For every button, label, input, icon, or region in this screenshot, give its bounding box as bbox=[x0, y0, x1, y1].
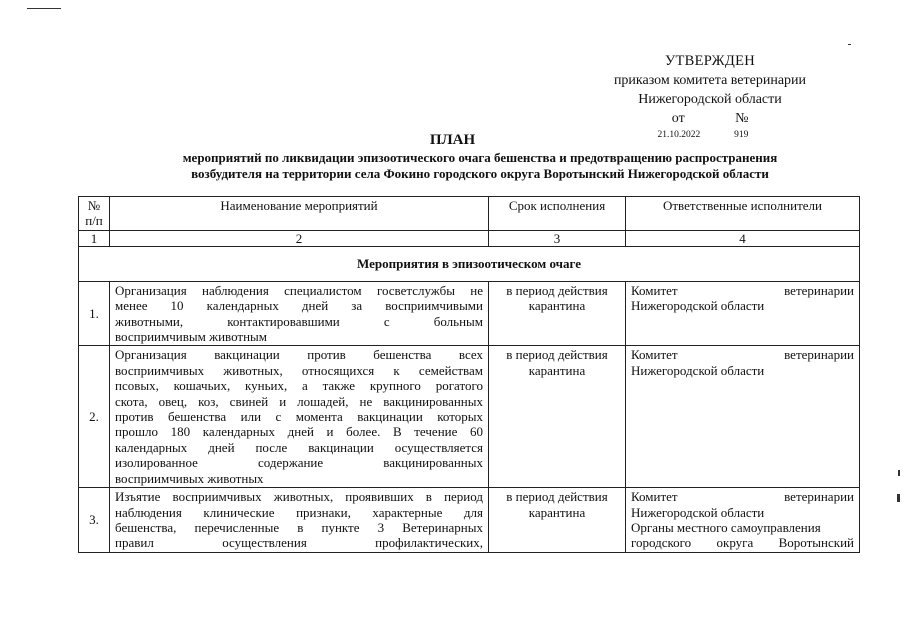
desc-line: Изъятие восприимчивых животных, проявивших в период bbox=[115, 489, 483, 505]
section-title: Мероприятия в эпизоотическом очаге bbox=[79, 246, 860, 281]
desc-line: менее 10 календарных дней за восприимчивыми bbox=[115, 298, 483, 314]
row-responsible bbox=[626, 346, 860, 488]
row-term: в период действия карантина bbox=[489, 346, 626, 488]
header-num: № п/п bbox=[79, 197, 110, 231]
row-number: 3. bbox=[79, 488, 110, 553]
row-term: в период действия карантина bbox=[489, 488, 626, 553]
measures-table bbox=[78, 196, 860, 553]
column-number: 2 bbox=[110, 230, 489, 246]
row-description bbox=[110, 281, 489, 346]
column-number: 1 bbox=[79, 230, 110, 246]
desc-line: восприимчивых животных, относящихся к семействам bbox=[115, 362, 483, 378]
approval-stamp bbox=[560, 52, 860, 142]
row-description bbox=[110, 488, 489, 553]
column-number: 4 bbox=[626, 230, 860, 246]
desc-line: животными, контактировавшими с больным bbox=[115, 313, 483, 329]
desc-line: против бешенства или с момента вакцинации которых bbox=[115, 409, 483, 425]
row-number: 1. bbox=[79, 281, 110, 346]
desc-line: восприимчивых животных bbox=[115, 470, 264, 486]
table-row bbox=[79, 346, 860, 488]
approval-date-labels bbox=[560, 109, 860, 128]
resp-line: Нижегородской области bbox=[631, 504, 765, 520]
order-number: 919 bbox=[734, 130, 749, 140]
section-row bbox=[79, 246, 860, 281]
scan-mark bbox=[27, 8, 61, 9]
from-label: от bbox=[671, 111, 685, 126]
desc-line: правил осуществления профилактических, bbox=[115, 535, 483, 551]
desc-line: наблюдения клинические признаки, характерные для bbox=[115, 504, 483, 520]
scan-mark bbox=[897, 494, 900, 502]
desc-line: Организация вакцинации против бешенства всех bbox=[115, 347, 483, 363]
scan-mark bbox=[848, 44, 851, 45]
row-responsible bbox=[626, 488, 860, 553]
resp-line: Органы местного самоуправления bbox=[631, 519, 821, 535]
desc-line: прошло 180 календарных дней и более. В течение 60 bbox=[115, 424, 483, 440]
desc-line: псовых, кошачьих, куньих, а также крупного рогатого bbox=[115, 378, 483, 394]
plan-subtitle bbox=[100, 150, 860, 182]
resp-line: городского округа Воротынский bbox=[631, 535, 854, 551]
header-responsible: Ответственные исполнители bbox=[626, 197, 860, 231]
column-number: 3 bbox=[489, 230, 626, 246]
desc-line: бешенства, перечисленные в пункте 3 Ветеринарных bbox=[115, 519, 483, 535]
approval-title: УТВЕРЖДЕН bbox=[664, 53, 756, 69]
header-name: Наименование мероприятий bbox=[110, 197, 489, 231]
plan-title: ПЛАН bbox=[429, 132, 476, 148]
row-term: в период действия карантина bbox=[489, 281, 626, 346]
desc-line: восприимчивым животным bbox=[115, 329, 268, 345]
row-description bbox=[110, 346, 489, 488]
desc-line: Организация наблюдения специалистом госветслужбы не bbox=[115, 282, 483, 298]
approval-region-line: Нижегородской области bbox=[638, 92, 782, 107]
row-number: 2. bbox=[79, 346, 110, 488]
resp-line: Комитет ветеринарии bbox=[631, 282, 854, 298]
approval-order-line: приказом комитета ветеринарии bbox=[613, 73, 807, 88]
resp-line: Комитет ветеринарии bbox=[631, 489, 854, 505]
plan-subtitle-line2: возбудителя на территории села Фокино городского округа Воротынский Нижегородской области bbox=[191, 166, 769, 181]
order-date: 21.10.2022 bbox=[657, 130, 701, 140]
scan-mark bbox=[898, 470, 900, 476]
resp-line: Нижегородской области bbox=[631, 362, 765, 378]
desc-line: изолированное содержание вакцинированных bbox=[115, 455, 483, 471]
row-responsible bbox=[626, 281, 860, 346]
table-header-row bbox=[79, 197, 860, 231]
plan-subtitle-line1: мероприятий по ликвидации эпизоотического очага бешенства и предотвращению распространения bbox=[182, 150, 778, 165]
desc-line: календарных дней после вакцинации осуществляется bbox=[115, 439, 483, 455]
desc-line: скота, овец, коз, свиней и лошадей, не вакцинированных bbox=[115, 393, 483, 409]
number-label: № bbox=[735, 111, 749, 126]
table-row bbox=[79, 488, 860, 553]
column-number-row bbox=[79, 230, 860, 246]
resp-line: Комитет ветеринарии bbox=[631, 347, 854, 363]
table-row bbox=[79, 281, 860, 346]
header-term: Срок исполнения bbox=[489, 197, 626, 231]
resp-line: Нижегородской области bbox=[631, 298, 765, 314]
